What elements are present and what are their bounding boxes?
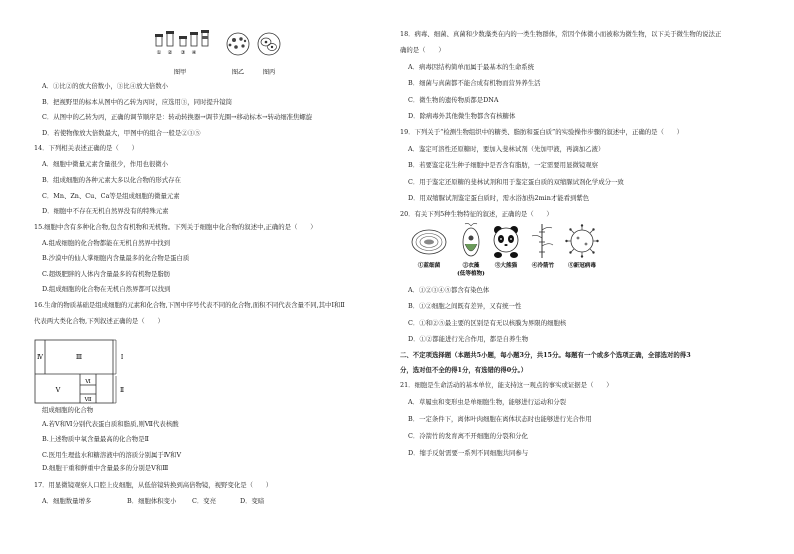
q17-option-c: C．变亮 xyxy=(192,497,217,505)
organism-label-1: ①蓝细菌 xyxy=(417,263,441,269)
figure-label-bing: 图丙 xyxy=(262,69,276,76)
q18-option-d: D．除病毒外其他微生物都含有核糖体 xyxy=(408,112,516,120)
q14-option-d: D．细胞中不存在无机自然界没有的特殊元素 xyxy=(42,207,169,215)
figure-label-yi: 图乙 xyxy=(231,69,245,76)
bamboo-icon xyxy=(532,224,553,258)
compound-area-diagram xyxy=(34,332,129,410)
q17-option-d: D．变暗 xyxy=(240,497,265,505)
q18-option-a: A．病毒因结构简单而属于最基本的生命系统 xyxy=(408,63,535,71)
q20-option-c: C．①和②⑤最主要的区别是有无以核膜为界限的细胞核 xyxy=(408,319,567,327)
q18-stem-line1: 18．病毒、细菌、真菌和少数藻类在内的一类生物群体，常因个体微小而被称为微生物，以下关于微生物的说法正 xyxy=(400,30,722,38)
tube-3-icon xyxy=(179,36,187,46)
label-VI: Ⅵ xyxy=(85,379,91,385)
q19-option-b: B．若要鉴定花生种子细胞中是否含有脂肪，一定需要用显微镜观察 xyxy=(408,161,599,169)
q14-stem: 14．下列相关表述正确的是（ ） xyxy=(34,144,138,152)
organisms-figure xyxy=(410,222,610,280)
q19-stem: 19．下列关于“检测生物组织中的糖类、脂肪和蛋白质”的实验操作步骤的叙述中，正确的是（ ） xyxy=(400,128,684,136)
q19-option-d: D．用双缩脲试剂鉴定蛋白质时，需水浴加热2min才能看到紫色 xyxy=(408,194,590,202)
organism-label-3: ③大熊猫 xyxy=(494,263,518,269)
organism-label-2: ②衣藻 xyxy=(462,263,480,269)
q15-option-d: D.组成细胞的化合物在无机自然界都可以找到 xyxy=(42,285,171,293)
q16-stem-line2: 代表两大类化合物,下列叙述正确的是（ ） xyxy=(34,317,164,325)
chlamydomonas-icon xyxy=(463,223,479,256)
q16-option-c: C.医用生理盐水和糖溶液中的溶质分别属于Ⅳ和Ⅴ xyxy=(42,451,182,459)
q18-option-c: C．微生物的遗传物质都是DNA xyxy=(408,96,499,104)
q20-option-a: A．①②③④⑤都含有染色体 xyxy=(408,286,490,294)
q21-stem: 21．细胞是生命活动的基本单位，能支持这一观点的事实或证据是（ ） xyxy=(400,381,613,389)
tube-4-icon xyxy=(190,32,198,46)
field-of-view-yi-icon xyxy=(227,33,249,55)
q17-option-a: A．细胞数量增多 xyxy=(42,497,92,505)
q20-option-d: D．①②都能进行光合作用，都是自养生物 xyxy=(408,335,529,343)
q13-option-b: B．把视野里的标本从图中的乙转为丙时，应选用③，同时提升镜筒 xyxy=(42,98,233,106)
tube-1-icon xyxy=(155,34,163,46)
label-IV: Ⅳ xyxy=(37,354,43,361)
field-of-view-bing-icon xyxy=(258,33,280,55)
tube-num-4: ④ xyxy=(191,50,197,56)
q18-option-b: B．细菌与真菌都不能合成有机物而营异养生活 xyxy=(408,79,541,87)
q21-option-a: A．草履虫和变形虫是单细胞生物，能够进行运动和分裂 xyxy=(408,398,566,406)
tube-num-3: ③ xyxy=(180,50,186,56)
q16-stem-line1: 16.生命的物质基础是组成细胞的元素和化合物,下图中序号代表不同的化合物,面积不同代表含量不同,其中Ⅰ和Ⅱ xyxy=(34,301,345,309)
q13-option-a: A．①比②的放大倍数小，③比④放大倍数小 xyxy=(42,82,169,90)
q16-option-a: A.若Ⅴ和Ⅵ分别代表蛋白质和脂质,则Ⅶ代表核酸 xyxy=(42,420,179,428)
panda-icon xyxy=(494,226,518,258)
q13-option-c: C．从图中的乙转为丙，正确的调节顺序是：转动转换器→调节光圈→移动标本→转动细准焦螺旋 xyxy=(42,113,313,121)
q19-option-c: C．用于鉴定还原糖的斐林试剂和用于鉴定蛋白质的双缩脲试剂化学成分一致 xyxy=(408,178,624,186)
microscope-figure xyxy=(150,28,300,78)
label-VII: Ⅶ xyxy=(84,397,92,403)
q15-option-a: A.组成细胞的化合物都能在无机自然界中找到 xyxy=(42,239,171,247)
tube-num-1: ① xyxy=(156,50,162,56)
figure-label-jia: 图甲 xyxy=(173,69,187,76)
organism-label-5: ⑤新冠病毒 xyxy=(568,263,596,269)
tube-num-2: ② xyxy=(167,50,173,56)
organism-label-2-note: (低等植物) xyxy=(457,271,485,277)
q14-option-c: C．Mn、Zn、Cu、Ca等是组成细胞的微量元素 xyxy=(42,192,180,200)
q19-option-a: A．鉴定可溶性还原糖时，要加入斐林试剂（先加甲液，再滴加乙液） xyxy=(408,145,605,153)
q20-option-b: B．①②细胞之间既有差异，又有统一性 xyxy=(408,302,522,310)
q16-option-b: B.上述物质中氧含量最高的化合物是Ⅱ xyxy=(42,435,149,443)
q16-option-d: D.细胞干重和鲜重中含量最多的分别是Ⅴ和Ⅲ xyxy=(42,464,169,472)
q17-option-b: B．细胞体积变小 xyxy=(127,497,177,505)
q21-option-b: B．一定条件下，离体叶肉细胞在离体状态时也能够进行光合作用 xyxy=(408,415,592,423)
tube-5-icon xyxy=(201,30,209,46)
q20-stem: 20．有关下列5种生物特征的叙述，正确的是（ ） xyxy=(400,210,553,218)
q14-option-a: A．细胞中微量元素含量很少，作用也很微小 xyxy=(42,160,169,168)
tube-2-icon xyxy=(166,31,174,46)
q18-stem-line2: 确的是（ ） xyxy=(400,46,445,54)
q15-option-b: B.沙漠中的仙人掌细胞内含量最多的化合物是蛋白质 xyxy=(42,254,190,262)
q16-diagram-caption: 组成细胞的化合物 xyxy=(42,406,94,414)
coronavirus-icon xyxy=(565,224,598,257)
q15-stem: 15.细胞中含有多种化合物,包含有机物和无机物。下列关于细胞中化合物的叙述中,正确的是（ ） xyxy=(34,223,317,231)
cyanobacteria-icon xyxy=(412,230,446,254)
label-III: Ⅲ xyxy=(75,353,83,361)
right-column xyxy=(398,0,788,554)
section2-heading-line2: 分，选对但不全的得1分，有选错的得0分。） xyxy=(400,366,528,374)
section2-heading-line1: 二、不定项选择题（本题共5小题，每小题3分，共15分。每题有一个或多个选项正确，全部选对的得3 xyxy=(400,351,691,359)
organism-label-4: ④冷箭竹 xyxy=(531,263,555,269)
label-I: Ⅰ xyxy=(120,354,124,361)
label-V: Ⅴ xyxy=(55,386,61,394)
q14-option-b: B．组成细胞的各种元素大多以化合物的形式存在 xyxy=(42,176,181,184)
label-II: Ⅱ xyxy=(119,387,125,394)
q21-option-d: D．缩手反射需要一系列不同细胞共同参与 xyxy=(408,449,529,457)
q15-option-c: C.超级肥胖的人体内含量最多的有机物是脂肪 xyxy=(42,270,171,278)
q13-option-d: D．若使物像放大倍数最大，甲图中的组合一般是②③⑤ xyxy=(42,129,201,137)
q21-option-c: C．冷箭竹的发育离不开细胞的分裂和分化 xyxy=(408,432,528,440)
left-column xyxy=(0,0,380,554)
q17-stem: 17．用显微镜观察人口腔上皮细胞，从低倍镜转换到高倍物镜，视野变化是（ ） xyxy=(34,481,273,489)
